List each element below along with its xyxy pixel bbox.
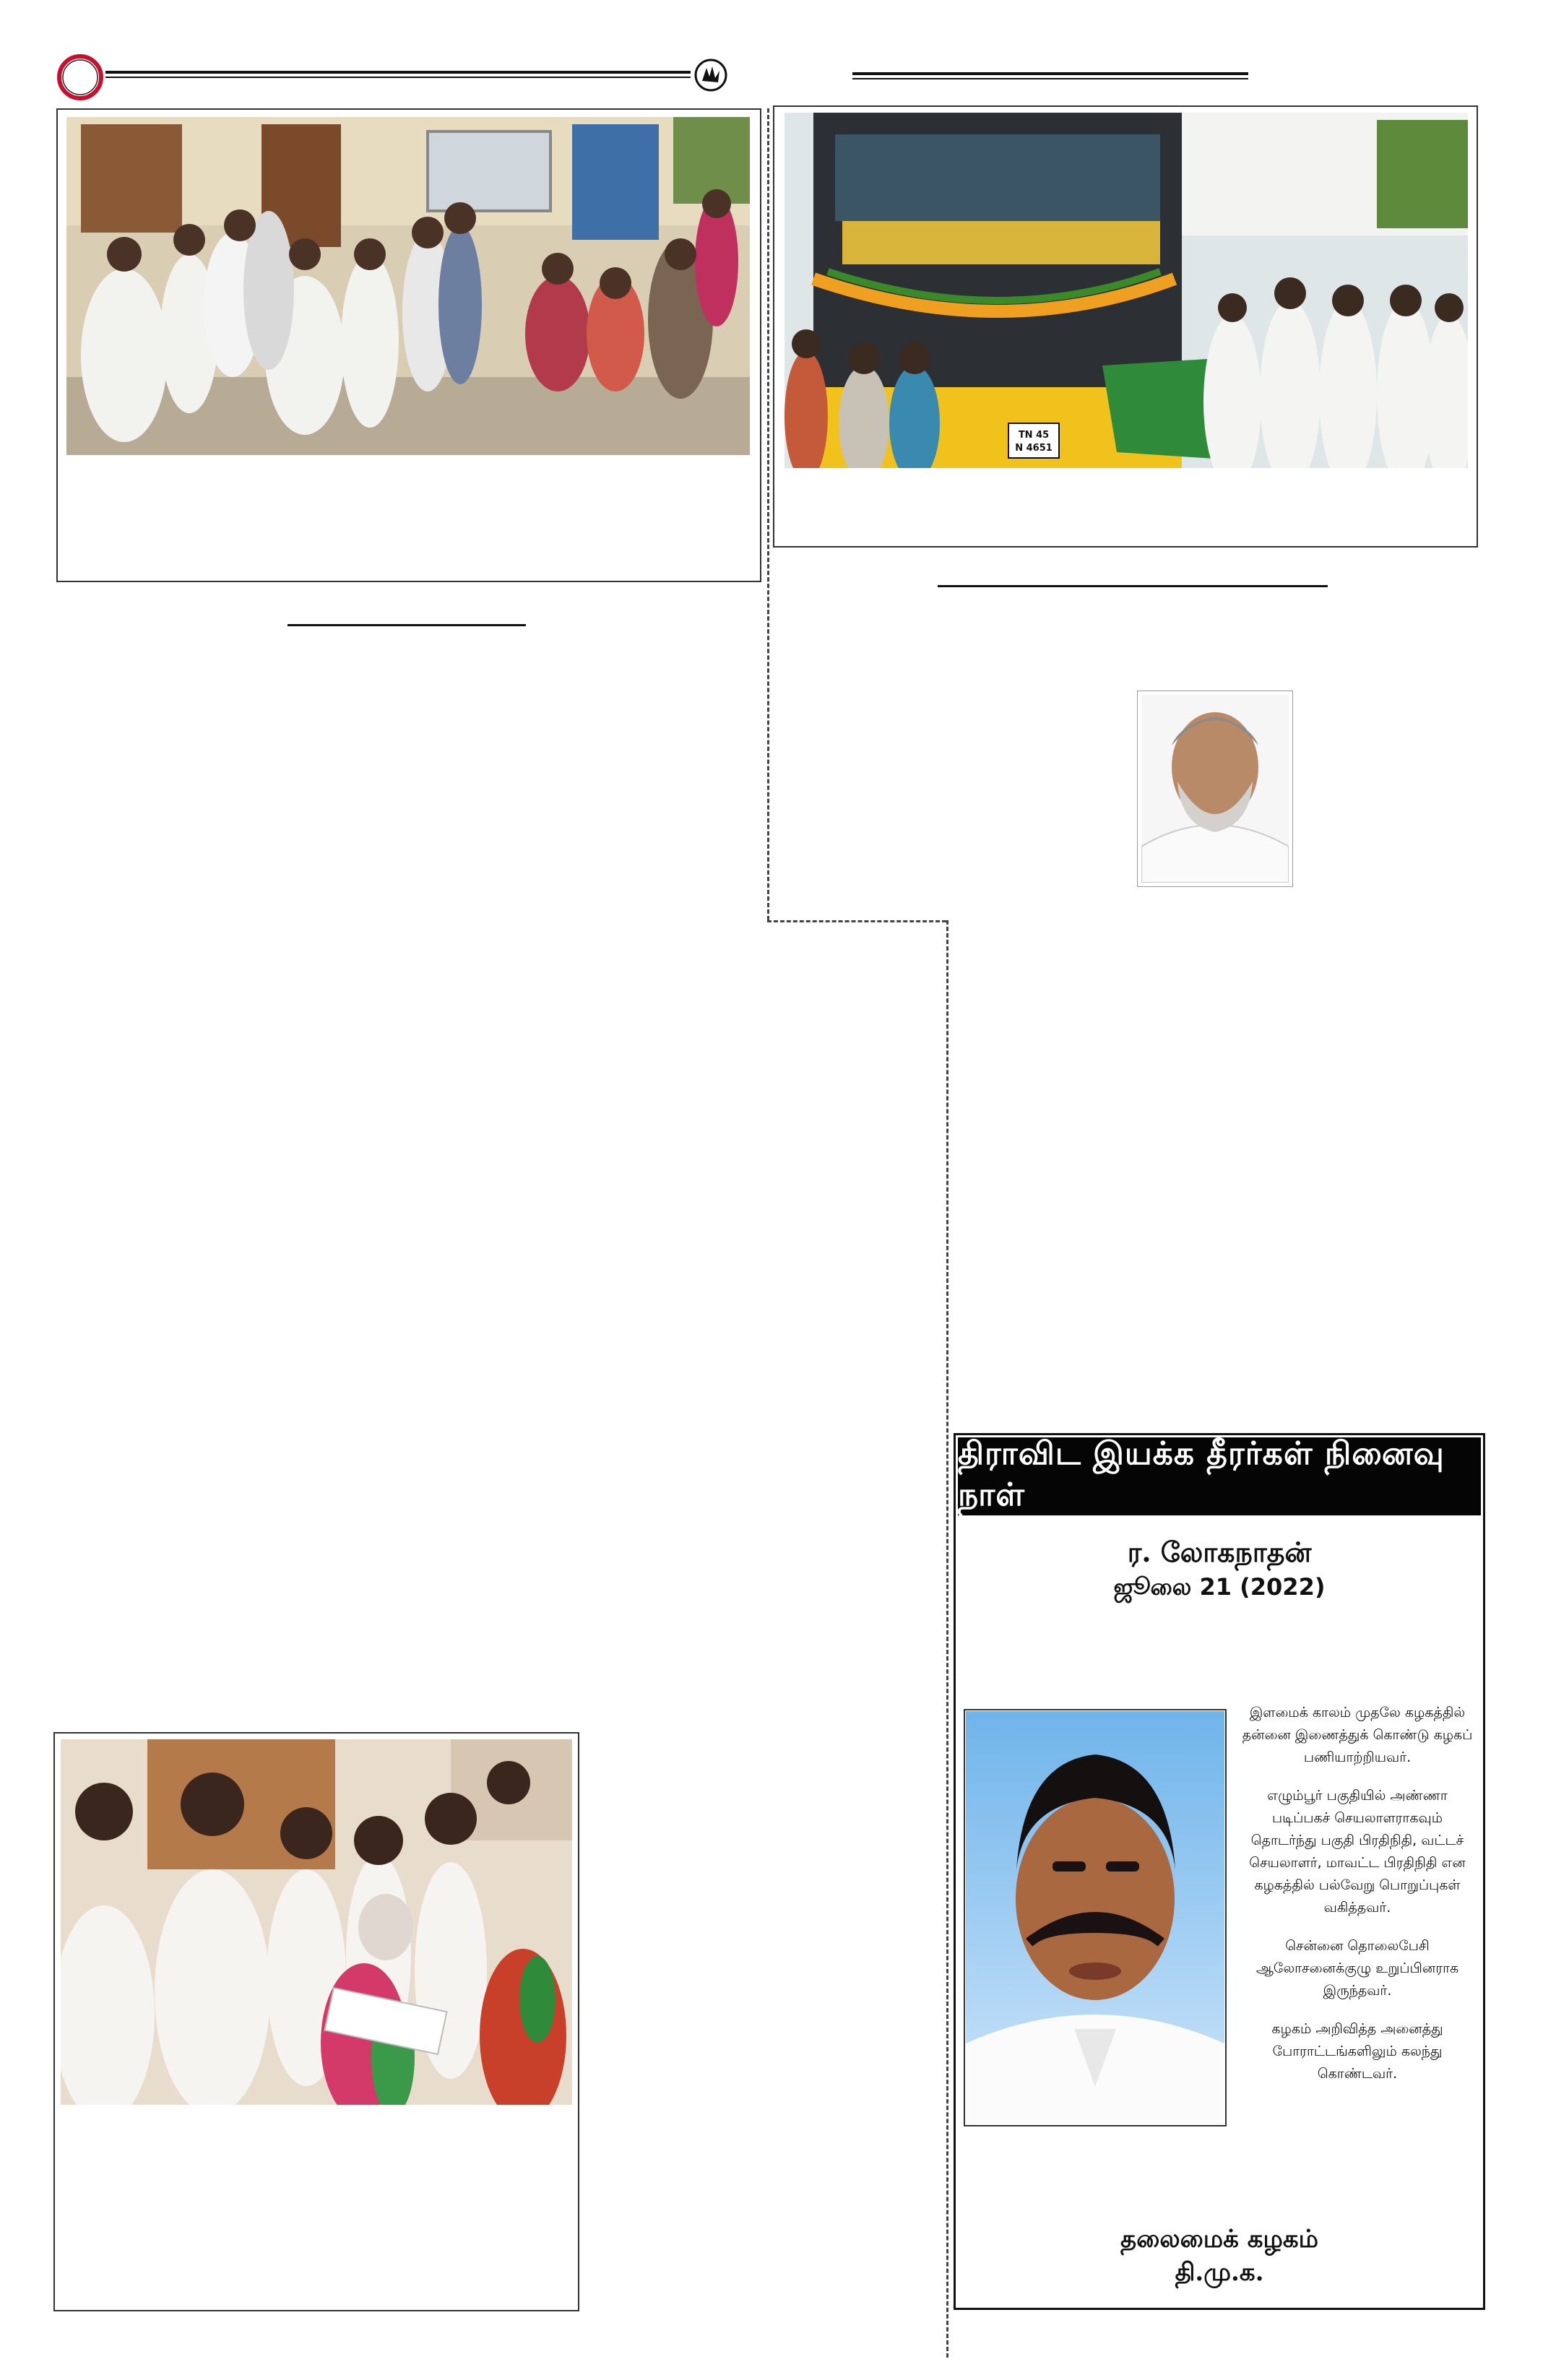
- officials-meeting-residents-photo: [66, 117, 750, 455]
- newspaper-logo-icon: [693, 58, 728, 92]
- masthead-emblem: [56, 53, 104, 101]
- memorial-bio-paragraph: இளமைக் காலம் முதலே கழகத்தில் தன்னை இணைத்துக் கொண்டு கழகப் பணியாற்றியவர்.: [1242, 1705, 1473, 1765]
- section-rule-right: [938, 585, 1328, 587]
- bearded-man-portrait: [1141, 695, 1289, 883]
- memorial-bio: [1241, 1702, 1474, 2101]
- bus-plate-line2: N 4651: [1015, 443, 1053, 454]
- memorial-bio-paragraph: எழும்பூர் பகுதியில் அண்ணா படிப்பகச் செயலாளராகவும் தொடர்ந்து பகுதி பிரதிநிதி, வட்டச் செயலாளர், மாவட்ட பிரதிநிதி என கழகத்தில் பல்வேறு பொறுப்புகள் வகித்தவர்.: [1249, 1788, 1466, 1916]
- column-divider-step: [767, 920, 946, 922]
- memorial-bio-paragraph: சென்னை தொலைபேசி ஆலோசனைக்குழு உறுப்பினராக இருந்தவர்.: [1255, 1938, 1459, 1999]
- right-column-rule: [852, 72, 1248, 75]
- memorial-header: திராவிட இயக்க தீரர்கள் நினைவு நாள்: [958, 1437, 1481, 1515]
- column-divider-lower: [946, 920, 948, 2358]
- rising-sun-icon: [56, 53, 104, 101]
- welfare-assistance-photo: [61, 1739, 572, 2105]
- memorial-name: ர. லோகநாதன்: [1127, 1536, 1312, 1568]
- memorial-portrait: [966, 1711, 1224, 2124]
- memorial-date: ஜூலை 21 (2022): [1113, 1573, 1326, 1601]
- masthead-logo: [693, 58, 728, 92]
- memorial-footer-line1: தலைமைக் கழகம்: [1120, 2225, 1318, 2254]
- memorial-footer-line2: தி.மு.க.: [1175, 2258, 1264, 2287]
- right-column-rule-thin: [852, 78, 1248, 79]
- masthead-rule-bottom: [105, 77, 691, 78]
- masthead-rule-top: [105, 71, 691, 74]
- column-divider-upper: [767, 108, 769, 920]
- section-rule-left: [288, 624, 526, 626]
- bus-flag-off-photo: [785, 113, 1468, 468]
- bus-plate-line1: TN 45: [1018, 430, 1050, 441]
- memorial-bio-paragraph: கழகம் அறிவித்த அனைத்து போராட்டங்களிலும் கலந்து கொண்டவர்.: [1271, 2021, 1443, 2082]
